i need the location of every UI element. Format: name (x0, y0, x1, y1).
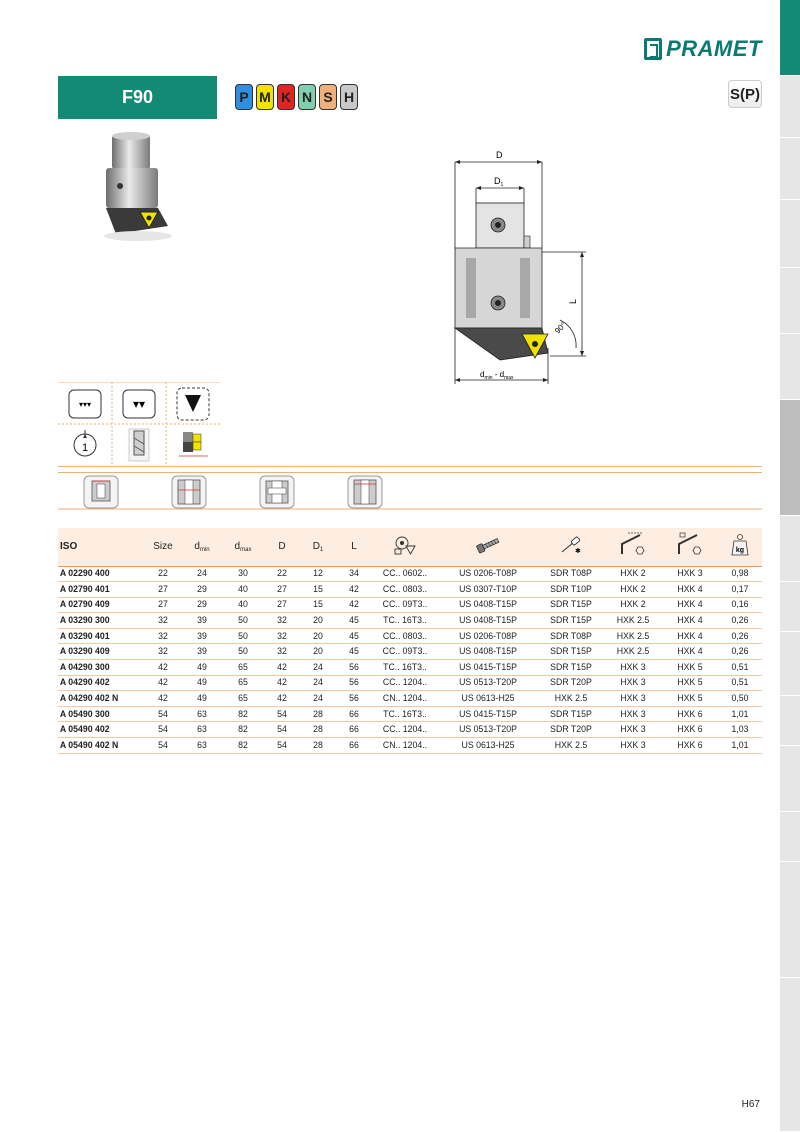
cell-insert: TC.. 16T3.. (375, 613, 436, 629)
cell-dmin: 63 (184, 722, 221, 738)
cell-d1: 20 (301, 613, 334, 629)
cell-size: 32 (146, 628, 181, 644)
col-dmax: $d_{max}$ (222, 528, 264, 566)
cell-insert: CC.. 09T3.. (375, 597, 436, 613)
cell-hex2: HXK 5 (664, 660, 716, 676)
dim-dmin-dmax-label: $d_{min} - d_{max}$ (480, 370, 514, 381)
cell-iso: A 05490 402 (58, 722, 137, 738)
cell-key: SDR T20P (541, 722, 602, 738)
material-badge-k: K (277, 84, 295, 110)
cell-size: 42 (146, 660, 181, 676)
cell-screw: US 0408-T15P (442, 613, 534, 629)
chapter-tab (780, 862, 800, 978)
chapter-tab (780, 978, 800, 1132)
through-hole-icon (172, 476, 206, 508)
chapter-tab (780, 76, 800, 138)
back-bore-icon (348, 476, 382, 508)
cell-l: 45 (337, 628, 370, 644)
cell-insert: TC.. 16T3.. (375, 660, 436, 676)
svg-text:▾▾: ▾▾ (132, 397, 146, 411)
cell-hex2: HXK 4 (664, 628, 716, 644)
cell-d: 42 (265, 675, 298, 691)
material-group-badges (235, 84, 358, 110)
cell-size: 32 (146, 613, 181, 629)
cell-weight: 0,51 (720, 660, 760, 676)
hex-key-lock-icon (675, 532, 705, 558)
cell-key: SDR T10P (541, 582, 602, 598)
cell-weight: 0,98 (720, 566, 760, 582)
cell-l: 56 (337, 691, 370, 707)
cell-hex2: HXK 4 (664, 613, 716, 629)
table-row (58, 722, 762, 738)
cell-hex2: HXK 4 (664, 644, 716, 660)
logo-mark-icon (644, 38, 662, 60)
table-row (58, 628, 762, 644)
section-divider (58, 466, 762, 467)
cell-dmax: 65 (224, 691, 263, 707)
col-key (538, 528, 604, 566)
table-header-row (58, 528, 762, 566)
product-photo (98, 130, 178, 242)
cell-d1: 24 (301, 660, 334, 676)
material-badge-p: P (235, 84, 253, 110)
cell-key: HXK 2.5 (541, 691, 602, 707)
chapter-tab (780, 268, 800, 334)
cell-dmax: 40 (224, 582, 263, 598)
cell-d: 42 (265, 691, 298, 707)
cell-l: 45 (337, 613, 370, 629)
cell-key: SDR T08P (541, 566, 602, 582)
cell-insert: CC.. 0803.. (375, 628, 436, 644)
table-row (58, 613, 762, 629)
cell-key: SDR T08P (541, 628, 602, 644)
cell-dmin: 29 (184, 582, 221, 598)
cell-hex2: HXK 4 (664, 597, 716, 613)
cell-key: HXK 2.5 (541, 738, 602, 754)
col-screw (438, 528, 538, 566)
col-hex1 (604, 528, 662, 566)
cell-l: 56 (337, 660, 370, 676)
brand-logo (644, 36, 762, 62)
technical-drawing (430, 148, 620, 388)
svg-text:▾▾▾: ▾▾▾ (78, 400, 92, 409)
cell-key: SDR T15P (541, 613, 602, 629)
cell-d1: 24 (301, 691, 334, 707)
col-dmin: $d_{min}$ (182, 528, 222, 566)
cell-hex1: HXK 3 (606, 660, 659, 676)
cell-hex1: HXK 2 (606, 582, 659, 598)
cell-l: 66 (337, 738, 370, 754)
cell-size: 27 (146, 582, 181, 598)
cell-screw: US 0415-T15P (442, 660, 534, 676)
product-code-banner (58, 76, 217, 119)
cell-iso: A 04290 300 (58, 660, 137, 676)
step-bore-icon (260, 476, 294, 508)
cell-dmin: 39 (184, 613, 221, 629)
cell-screw: US 0415-T15P (442, 706, 534, 722)
heavy-cut-icon (177, 388, 209, 420)
cell-hex1: HXK 2.5 (606, 628, 659, 644)
col-hex2 (662, 528, 718, 566)
cell-weight: 0,26 (720, 628, 760, 644)
cell-dmax: 50 (224, 628, 263, 644)
table-row (58, 691, 762, 707)
cell-dmin: 39 (184, 628, 221, 644)
cell-size: 42 (146, 675, 181, 691)
cell-d: 42 (265, 660, 298, 676)
cell-dmin: 24 (184, 566, 221, 582)
cell-iso: A 02290 400 (58, 566, 137, 582)
cell-weight: 0,26 (720, 613, 760, 629)
cell-hex2: HXK 5 (664, 691, 716, 707)
insert-icon (393, 534, 417, 556)
cell-insert: CC.. 0602.. (375, 566, 436, 582)
dim-d-label: D (496, 150, 503, 160)
chapter-tab-strip (780, 0, 800, 1132)
cell-hex2: HXK 6 (664, 706, 716, 722)
product-table (58, 528, 762, 754)
cell-screw: US 0513-T20P (442, 675, 534, 691)
cell-hex1: HXK 2 (606, 597, 659, 613)
cell-weight: 0,26 (720, 644, 760, 660)
cell-hex1: HXK 3 (606, 706, 659, 722)
cell-weight: 1,01 (720, 738, 760, 754)
cell-insert: CN.. 1204.. (375, 738, 436, 754)
cell-insert: TC.. 16T3.. (375, 706, 436, 722)
cell-insert: CC.. 1204.. (375, 722, 436, 738)
svg-text:1: 1 (81, 442, 89, 454)
cell-hex1: HXK 2.5 (606, 644, 659, 660)
cell-dmax: 50 (224, 613, 263, 629)
cell-d: 54 (265, 706, 298, 722)
cell-insert: CN.. 1204.. (375, 691, 436, 707)
cell-iso: A 03290 300 (58, 613, 137, 629)
col-l: L (336, 528, 372, 566)
table-row (58, 566, 762, 582)
cell-l: 34 (337, 566, 370, 582)
cell-insert: CC.. 09T3.. (375, 644, 436, 660)
cell-dmax: 30 (224, 566, 263, 582)
cell-weight: 1,03 (720, 722, 760, 738)
cell-d: 32 (265, 644, 298, 660)
table-row (58, 644, 762, 660)
cell-insert: CC.. 1204.. (375, 675, 436, 691)
cell-hex2: HXK 6 (664, 738, 716, 754)
cell-d: 54 (265, 738, 298, 754)
weight-icon (730, 533, 750, 557)
chapter-tab (780, 582, 800, 632)
material-badge-s: S (319, 84, 337, 110)
cell-size: 54 (146, 706, 181, 722)
cell-key: SDR T15P (541, 660, 602, 676)
cell-iso: A 04290 402 (58, 675, 137, 691)
col-d1: $D_1$ (300, 528, 336, 566)
cell-size: 54 (146, 722, 181, 738)
cell-screw: US 0206-T08P (442, 628, 534, 644)
svg-text:✱: ✱ (575, 547, 581, 556)
cell-d1: 15 (301, 582, 334, 598)
dim-l-label: L (568, 298, 578, 304)
table-row (58, 706, 762, 722)
cell-dmin: 49 (184, 691, 221, 707)
cell-d1: 28 (301, 738, 334, 754)
cell-screw: US 0408-T15P (442, 597, 534, 613)
cell-d1: 12 (301, 566, 334, 582)
cell-size: 54 (146, 738, 181, 754)
cell-key: SDR T15P (541, 597, 602, 613)
cell-l: 66 (337, 706, 370, 722)
cell-d: 22 (265, 566, 298, 582)
col-d: D (264, 528, 300, 566)
cell-l: 56 (337, 675, 370, 691)
cell-d1: 15 (301, 597, 334, 613)
cell-insert: CC.. 0803.. (375, 582, 436, 598)
chapter-tab (780, 812, 800, 862)
chapter-tab-active-top (780, 0, 800, 76)
cell-d: 32 (265, 628, 298, 644)
material-badge-m: M (256, 84, 274, 110)
blind-hole-icon (84, 476, 118, 508)
cell-weight: 0,17 (720, 582, 760, 598)
cell-l: 42 (337, 582, 370, 598)
cell-screw: US 0307-T10P (442, 582, 534, 598)
chapter-tab (780, 746, 800, 812)
coolant-drill-icon (129, 429, 149, 461)
chapter-tab (780, 696, 800, 746)
cell-key: SDR T15P (541, 706, 602, 722)
cell-iso: A 05490 402 N (58, 738, 137, 754)
material-badge-h: H (340, 84, 358, 110)
cell-l: 42 (337, 597, 370, 613)
product-code: F90 (121, 87, 154, 107)
cell-hex2: HXK 3 (664, 566, 716, 582)
cell-d1: 20 (301, 628, 334, 644)
cell-hex2: HXK 4 (664, 582, 716, 598)
chapter-tab (780, 200, 800, 268)
cell-size: 32 (146, 644, 181, 660)
cell-iso: A 02790 401 (58, 582, 137, 598)
chapter-tab (780, 632, 800, 696)
cell-hex1: HXK 3 (606, 691, 659, 707)
operation-badge: S(P) (728, 80, 762, 108)
cell-dmin: 49 (184, 660, 221, 676)
table-row (58, 597, 762, 613)
cell-dmax: 82 (224, 738, 263, 754)
brand-name: PRAMET (666, 36, 762, 61)
boring-setup-icon (179, 432, 208, 456)
cell-size: 42 (146, 691, 181, 707)
cell-screw: US 0613-H25 (442, 738, 534, 754)
cell-d1: 28 (301, 706, 334, 722)
cell-screw: US 0408-T15P (442, 644, 534, 660)
cell-d: 27 (265, 582, 298, 598)
cell-size: 27 (146, 597, 181, 613)
angle-label: 90° (553, 320, 568, 336)
cell-dmax: 82 (224, 706, 263, 722)
cell-hex2: HXK 5 (664, 675, 716, 691)
screw-icon (474, 536, 502, 554)
cell-dmax: 65 (224, 660, 263, 676)
cell-hex2: HXK 6 (664, 722, 716, 738)
table-row (58, 660, 762, 676)
cell-d: 27 (265, 597, 298, 613)
chapter-tab (780, 516, 800, 582)
cell-d1: 28 (301, 722, 334, 738)
cell-iso: A 03290 401 (58, 628, 137, 644)
cell-key: SDR T20P (541, 675, 602, 691)
cell-hex1: HXK 2 (606, 566, 659, 582)
table-row (58, 738, 762, 754)
cell-iso: A 02790 409 (58, 597, 137, 613)
cell-d1: 24 (301, 675, 334, 691)
cell-dmin: 29 (184, 597, 221, 613)
cell-weight: 0,51 (720, 675, 760, 691)
application-icons (58, 382, 220, 466)
cell-l: 45 (337, 644, 370, 660)
section-divider (58, 472, 762, 473)
cell-hex1: HXK 2.5 (606, 613, 659, 629)
cell-dmin: 39 (184, 644, 221, 660)
cell-dmin: 49 (184, 675, 221, 691)
cell-size: 22 (146, 566, 181, 582)
cell-iso: A 03290 409 (58, 644, 137, 660)
cell-iso: A 04290 402 N (58, 691, 137, 707)
cell-dmax: 40 (224, 597, 263, 613)
cell-d1: 20 (301, 644, 334, 660)
table-row (58, 675, 762, 691)
cell-hex1: HXK 3 (606, 722, 659, 738)
operation-icons (58, 474, 762, 510)
chapter-tab (780, 138, 800, 200)
cell-dmin: 63 (184, 706, 221, 722)
screwdriver-icon (558, 535, 584, 555)
cell-dmax: 82 (224, 722, 263, 738)
chapter-tab-current (780, 400, 800, 516)
cell-l: 66 (337, 722, 370, 738)
col-insert (372, 528, 438, 566)
col-weight (718, 528, 762, 566)
cell-dmin: 63 (184, 738, 221, 754)
cell-screw: US 0613-H25 (442, 691, 534, 707)
cell-d: 32 (265, 613, 298, 629)
light-cut-icon (69, 390, 101, 418)
cell-weight: 0,50 (720, 691, 760, 707)
cell-screw: US 0513-T20P (442, 722, 534, 738)
svg-text:kg: kg (735, 547, 745, 555)
inserts-count-icon (74, 430, 96, 456)
page-number: H67 (741, 1099, 760, 1110)
cell-iso: A 05490 300 (58, 706, 137, 722)
table-row (58, 582, 762, 598)
col-size: Size (144, 528, 182, 566)
cell-weight: 0,16 (720, 597, 760, 613)
cell-key: SDR T15P (541, 644, 602, 660)
chapter-tab (780, 334, 800, 400)
medium-cut-icon (123, 390, 155, 418)
cell-screw: US 0206-T08P (442, 566, 534, 582)
cell-weight: 1,01 (720, 706, 760, 722)
cell-hex1: HXK 3 (606, 738, 659, 754)
cell-dmax: 50 (224, 644, 263, 660)
material-badge-n: N (298, 84, 316, 110)
hex-key-icon (618, 532, 648, 558)
col-iso: ISO (58, 528, 144, 566)
cell-hex1: HXK 3 (606, 675, 659, 691)
dim-d1-label: $D_1$ (494, 176, 504, 188)
cell-dmax: 65 (224, 675, 263, 691)
cell-d: 54 (265, 722, 298, 738)
